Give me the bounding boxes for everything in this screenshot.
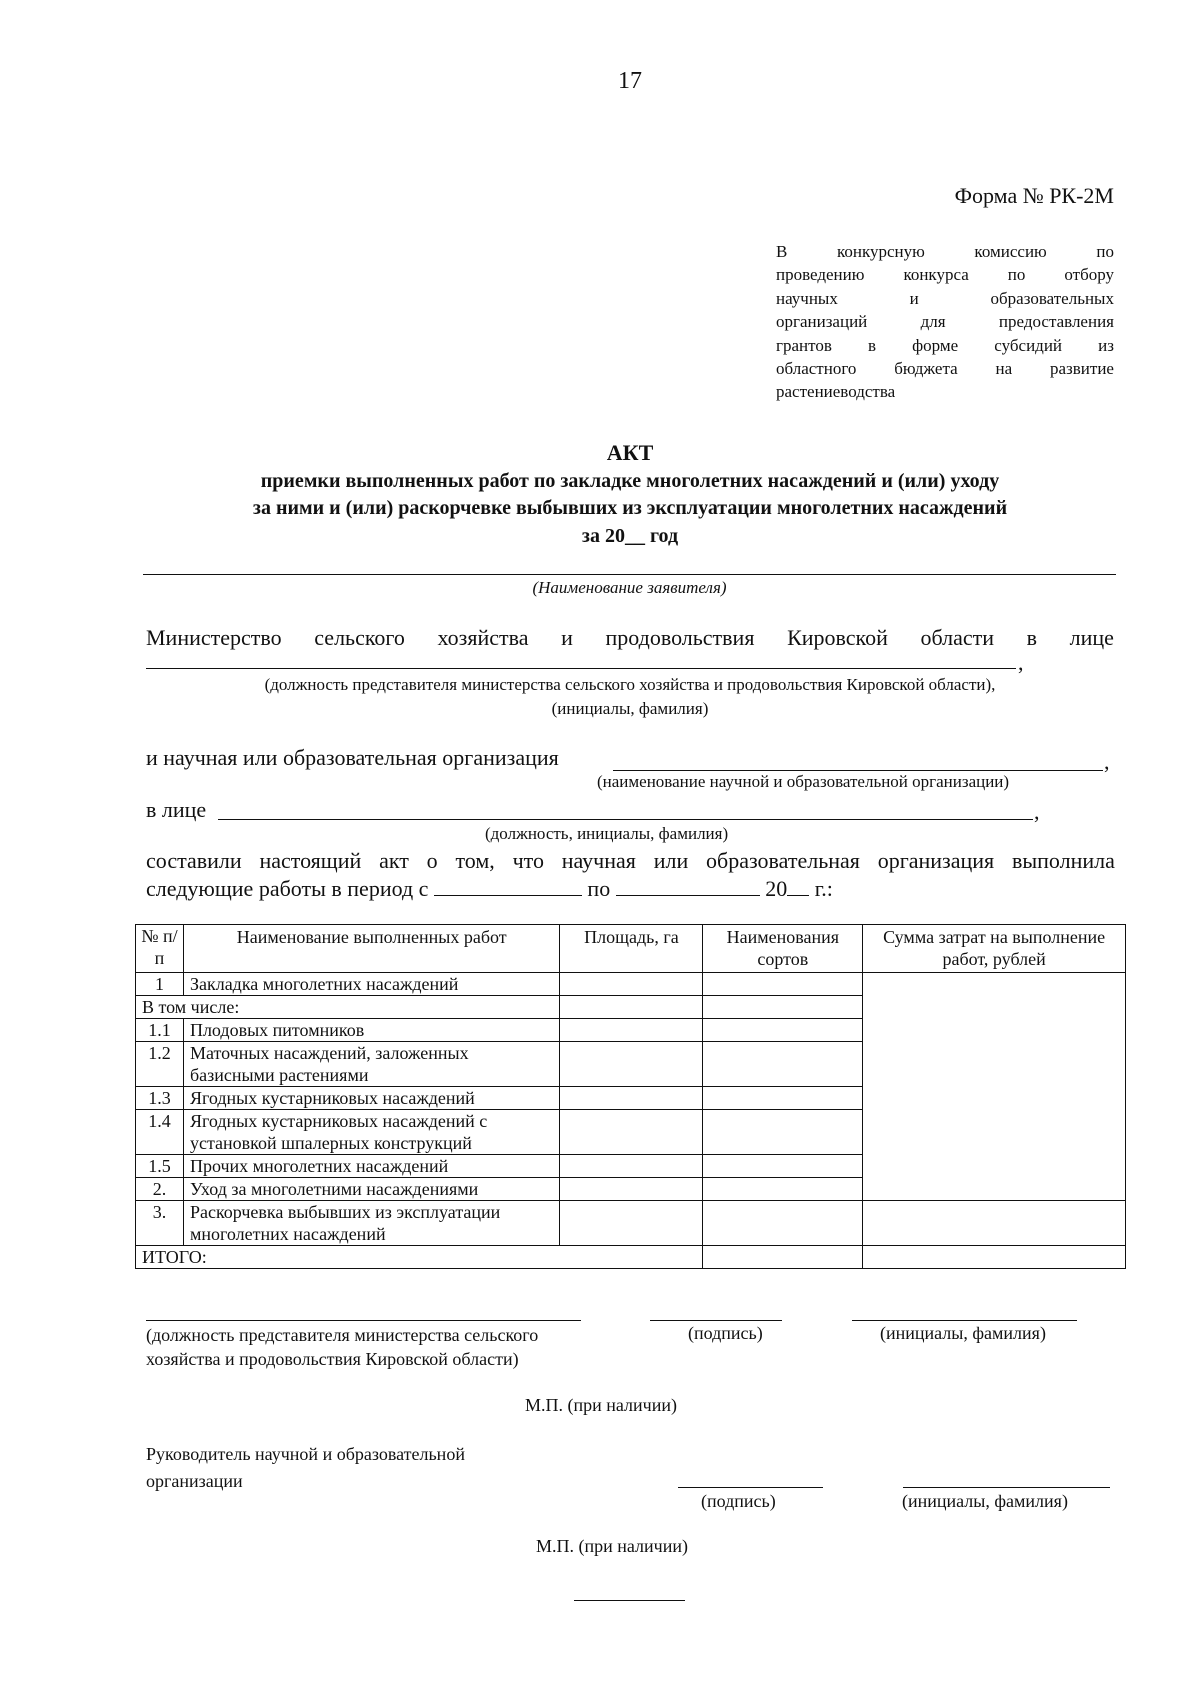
head-initials-caption: (инициалы, фамилия) [902,1491,1068,1511]
row-varieties-cell [703,1178,863,1201]
row-name: Прочих многолетних насаждений [183,1155,560,1178]
addressee-word: областного [776,359,857,379]
addressee-word: из [1098,335,1114,355]
head-initials-underline [903,1487,1110,1488]
addressee-word: образовательных [990,288,1114,308]
header-num: № п/п [136,925,184,973]
statement-word: или [653,848,689,873]
statement-word: составили [146,848,242,873]
row-varieties-cell [703,1201,863,1246]
header-cost: Сумма затрат на выполнение работ, рублей [863,925,1126,973]
addressee-word: конкурсную [836,242,925,261]
works-table [135,924,1126,1269]
organization-comma: , [1104,749,1110,774]
period-year-label: 20 [765,876,788,901]
ministry-word: лице [1069,625,1114,650]
row-name: Ягодных кустарниковых насаждений с установкой шпалерных конструкций [183,1110,560,1155]
row-area-cell [560,996,703,1019]
addressee-word: конкурса [903,265,969,285]
row-varieties-cell [703,1019,863,1042]
organization-label: и научная или образовательная организация [146,745,559,770]
row-area-cell [560,973,703,996]
total-cost-cell [863,1246,1126,1269]
ministry-word: хозяйства [437,625,529,650]
addressee-line [776,263,1114,286]
statement-word: образовательная [706,848,860,873]
row-varieties-cell [703,1087,863,1110]
addressee-line: растениеводства [776,382,896,402]
act-subtitle-line-1: приемки выполненных работ по закладке многолетних насаждений и (или) уходу [260,470,1000,492]
table-row [136,973,1126,996]
ministry-word: сельского [314,625,405,650]
represented-by-label: в лице [146,797,207,822]
row-varieties-cell [703,973,863,996]
period-label: следующие работы в период с [146,876,429,901]
ministry-caption-position: (должность представителя министерства сельского хозяйства и продовольствия Кировской области), [264,675,996,694]
addressee-line [776,357,1114,380]
statement-word: организация [877,848,995,873]
row-varieties-cell [703,1155,863,1178]
row-area-cell [560,1178,703,1201]
addressee-word: предоставления [998,312,1114,332]
ministry-position-underline [146,1320,581,1321]
addressee-word: отбору [1064,265,1114,285]
represented-by-underline [218,819,1033,820]
addressee-block [776,240,1114,404]
statement-word: научная [561,848,636,873]
row-area-cell [560,1087,703,1110]
row-num: 2. [136,1178,184,1201]
ministry-initials-caption: (инициалы, фамилия) [880,1323,1046,1343]
cost-cell-merged [863,973,1126,1201]
row-name: Ягодных кустарниковых насаждений [183,1087,560,1110]
ministry-caption-initials: (инициалы, фамилия) [551,699,709,718]
row-varieties-cell [703,1110,863,1155]
row-varieties-cell [703,1042,863,1087]
addressee-word: по [1007,265,1026,285]
period-year-blank [787,877,809,896]
row-area-cell [560,1019,703,1042]
addressee-word: и [909,288,919,308]
ministry-position-caption: (должность представителя министерства сельского хозяйства и продовольствия Кировской области) [146,1325,539,1369]
header-varieties: Наименования сортов [703,925,863,973]
row-num: 1.5 [136,1155,184,1178]
end-of-document-line [574,1600,685,1601]
table-row [136,1201,1126,1246]
addressee-line [776,287,1114,310]
addressee-line [776,334,1114,357]
addressee-line [776,310,1114,333]
form-label: Форма № РК-2М [954,183,1114,208]
total-label: ИТОГО: [136,1246,703,1269]
applicant-underline [143,574,1116,575]
page-number: 17 [618,68,642,94]
addressee-word: грантов [776,335,832,355]
ministry-signature-caption: (подпись) [688,1323,763,1343]
statement-line-1 [146,848,1115,874]
addressee-word: субсидий [994,335,1063,355]
addressee-word: на [995,359,1013,379]
ministry-sentence [146,625,1114,651]
ministry-word: продовольствия [605,625,755,650]
statement-line-2 [146,876,833,902]
addressee-word: комиссию [974,242,1047,261]
row-area-cell [560,1201,703,1246]
ministry-word: в [1026,625,1038,650]
row-name: Плодовых питомников [183,1019,560,1042]
row-name: В том числе: [136,996,560,1019]
head-stamp: М.П. (при наличии) [536,1536,688,1556]
row-cost-cell [863,1201,1126,1246]
ministry-comma: , [1018,650,1024,675]
ministry-signature-underline [650,1320,782,1321]
represented-by-caption: (должность, инициалы, фамилия) [485,824,729,843]
period-to-label: по [587,876,611,901]
applicant-caption: (Наименование заявителя) [532,578,727,597]
act-title: АКТ [606,440,654,465]
statement-word: о [426,848,438,873]
table-header-row [136,925,1126,973]
total-varieties-cell [703,1246,863,1269]
row-varieties-cell [703,996,863,1019]
addressee-word: развитие [1050,359,1114,379]
statement-word: настоящий [259,848,362,873]
row-num: 1.3 [136,1087,184,1110]
act-year-line: за 20__ год [581,525,679,547]
ministry-word: и [561,625,573,650]
head-signature-caption: (подпись) [701,1491,776,1511]
represented-by-comma: , [1034,799,1040,824]
act-subtitle-line-2: за ними и (или) раскорчевке выбывших из эксплуатации многолетних насаждений [252,497,1008,519]
period-start-blank [434,877,582,896]
addressee-line [776,240,1114,263]
period-end-blank [616,877,760,896]
ministry-initials-underline [852,1320,1077,1321]
addressee-word: В [776,242,788,261]
addressee-word: для [920,312,946,332]
row-num: 3. [136,1201,184,1246]
statement-word: выполнила [1011,848,1115,873]
head-signature-underline [678,1487,823,1488]
organization-caption: (наименование научной и образовательной организации) [597,772,1010,791]
row-name: Уход за многолетними насаждениями [183,1178,560,1201]
ministry-word: Министерство [146,625,282,650]
addressee-word: научных [776,288,838,308]
row-area-cell [560,1110,703,1155]
header-area: Площадь, га [560,925,703,973]
row-num: 1.1 [136,1019,184,1042]
row-area-cell [560,1155,703,1178]
addressee-word: форме [912,335,959,355]
ministry-representative-underline [146,668,1016,669]
row-num: 1.4 [136,1110,184,1155]
row-name: Закладка многолетних насаждений [183,973,560,996]
row-num: 1.2 [136,1042,184,1087]
addressee-word: бюджета [894,359,958,379]
row-num: 1 [136,973,184,996]
row-name: Маточных насаждений, заложенных базисными растениями [183,1042,560,1087]
head-label: Руководитель научной и образовательной организации [146,1444,465,1491]
header-name: Наименование выполненных работ [183,925,560,973]
statement-word: что [512,848,544,873]
row-area-cell [560,1042,703,1087]
table-total-row [136,1246,1126,1269]
addressee-word: проведению [776,265,865,285]
addressee-word: по [1096,242,1114,261]
ministry-word: области [920,625,995,650]
ministry-word: Кировской [787,625,888,650]
ministry-stamp: М.П. (при наличии) [525,1395,677,1415]
statement-word: акт [379,848,409,873]
addressee-word: в [867,335,876,355]
addressee-word: организаций [776,312,868,332]
statement-word: том, [455,848,495,873]
organization-underline [613,770,1103,771]
row-name: Раскорчевка выбывших из эксплуатации многолетних насаждений [183,1201,560,1246]
period-end-suffix: г.: [814,876,833,901]
